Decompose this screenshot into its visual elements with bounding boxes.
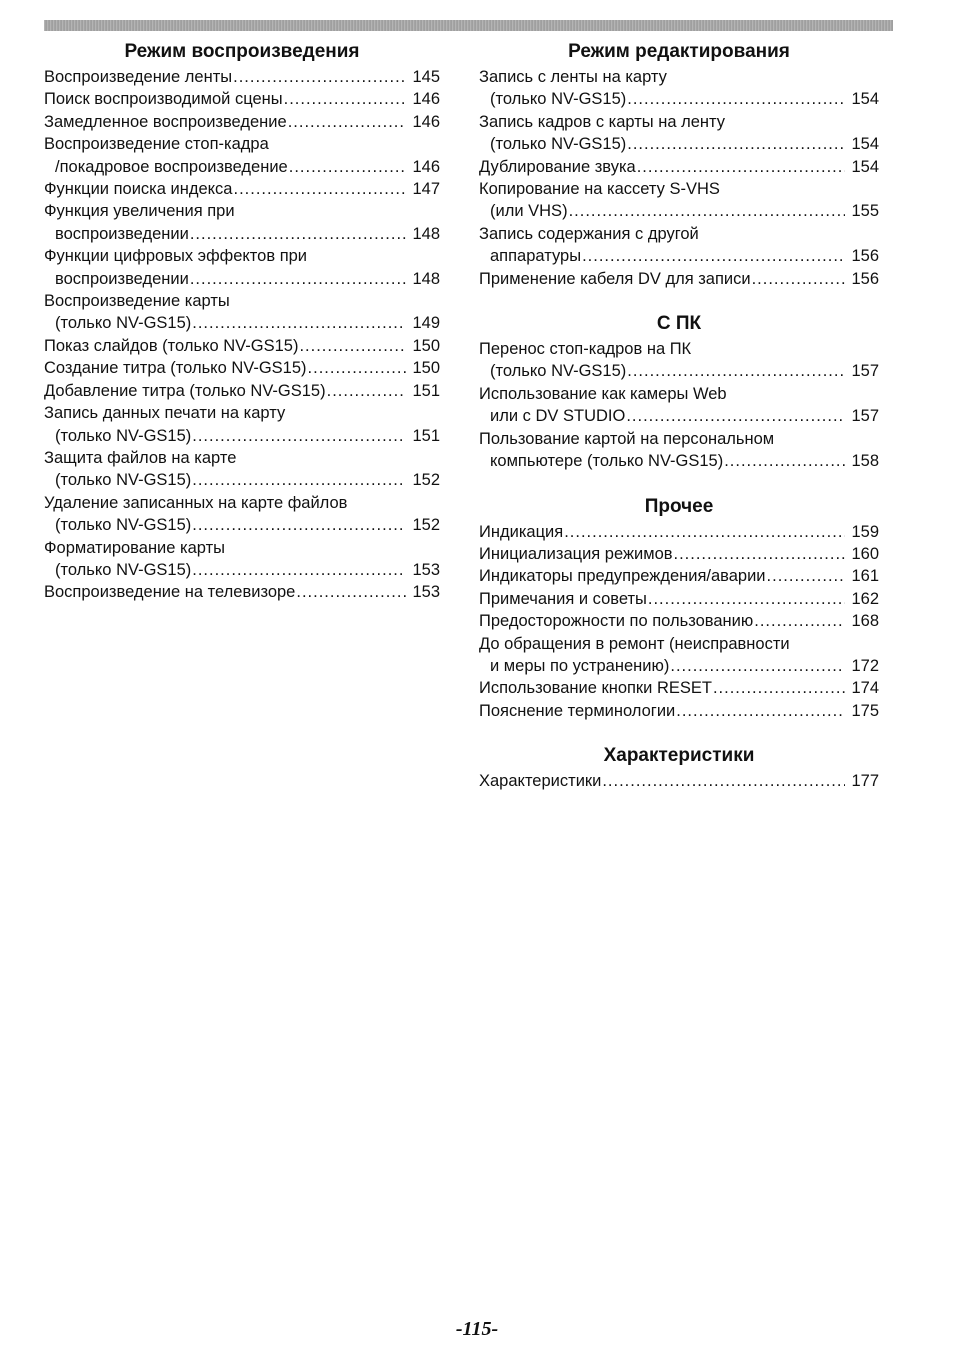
dot-leader: [752, 268, 845, 290]
toc-entry-label: Воспроизведение ленты: [44, 68, 233, 86]
toc-page-number: 146: [412, 112, 440, 131]
toc-entry-label: Создание титра (только NV-GS15): [44, 359, 307, 378]
toc-entry[interactable]: [44, 66, 440, 88]
dot-leader: [233, 178, 406, 200]
toc-entry-line: [44, 537, 440, 559]
toc-entry-line: [479, 543, 879, 565]
toc-entry-line: [479, 156, 879, 178]
toc-entry-line: [44, 223, 440, 245]
toc-entry-label: Запись содержания с другой: [479, 224, 699, 243]
dot-leader: [627, 133, 845, 155]
toc-entry-label: До обращения в ремонт (неисправности: [479, 634, 790, 653]
toc-entry-line: [479, 66, 879, 88]
toc-entry-label: (только NV-GS15): [55, 314, 192, 333]
toc-page-number: 153: [412, 583, 440, 602]
toc-entry-label: Добавление титра (только NV-GS15): [44, 381, 326, 400]
toc-entry-line: [44, 156, 440, 178]
toc-entry-line: [44, 178, 440, 200]
toc-entry-label: Удаление записанных на карте файлов: [44, 493, 348, 512]
dot-leader: [308, 357, 406, 379]
toc-entry-label: (только NV-GS15): [55, 560, 192, 579]
toc-entry-label: Воспроизведение стоп-кадра: [44, 135, 269, 154]
toc-entry-label: Запись кадров с карты на ленту: [479, 112, 726, 131]
toc-entry-line: [44, 447, 440, 469]
toc-page-number: 160: [851, 544, 879, 563]
dot-leader: [299, 335, 406, 357]
toc-entry-line: [44, 581, 440, 603]
section-title: С ПК: [656, 313, 702, 335]
toc-entry-label: и меры по устранению): [490, 656, 670, 675]
toc-entry[interactable]: [479, 111, 879, 156]
toc-entry-label: Использование кнопки RESET: [479, 679, 712, 698]
section-spacer: [479, 473, 879, 493]
toc-entry-line: [44, 290, 440, 312]
toc-entry-line: [479, 450, 879, 472]
toc-entry-line: [44, 88, 440, 110]
toc-entry-label: Запись с ленты на карту: [479, 68, 667, 86]
toc-entry[interactable]: [479, 178, 879, 223]
toc-page-number: 157: [851, 362, 879, 381]
toc-entry-label: (или VHS): [490, 202, 568, 221]
toc-entry-label: Воспроизведение на телевизоре: [44, 583, 296, 602]
toc-page-number: 150: [412, 359, 440, 378]
section-spacer: [479, 290, 879, 310]
toc-entry-label: Индикация: [479, 522, 564, 541]
toc-page-number: 146: [412, 157, 440, 176]
toc-entry-line: [44, 492, 440, 514]
toc-page-number: 172: [851, 656, 879, 675]
toc-entry-line: [44, 380, 440, 402]
toc-entry-line: [479, 245, 879, 267]
toc-entry-label: /покадровое воспроизведение: [55, 157, 288, 176]
toc-entry-label: Дублирование звука: [479, 157, 636, 176]
toc-entry-label: Перенос стоп-кадров на ПК: [479, 340, 692, 359]
toc-entry-label: (только NV-GS15): [55, 471, 192, 490]
toc-entry-line: [479, 405, 879, 427]
dot-leader: [296, 581, 406, 603]
toc-page-number: 156: [851, 247, 879, 266]
dot-leader: [602, 770, 845, 792]
toc-entry-line: [479, 338, 879, 360]
dot-leader: [724, 450, 845, 472]
section-title: Режим редактирования: [568, 41, 790, 62]
toc-entry-label: воспроизведении: [55, 269, 189, 288]
toc-entry[interactable]: [479, 633, 879, 678]
toc-entry-label: Копирование на кассету S-VHS: [479, 180, 720, 199]
toc-entry-line: [44, 312, 440, 334]
toc-entry[interactable]: [479, 156, 879, 178]
toc-entry-label: Функция увеличения при: [44, 202, 235, 221]
dot-leader: [627, 88, 845, 110]
toc-page-number: 159: [851, 522, 879, 541]
toc-entry-line: [479, 588, 879, 610]
toc-entry[interactable]: [479, 565, 879, 587]
toc-entry-label: Запись данных печати на карту: [44, 404, 286, 423]
dot-leader: [648, 588, 845, 610]
toc-entry-label: (только NV-GS15): [55, 426, 192, 445]
toc-entry-line: [479, 88, 879, 110]
toc-entry-line: [44, 469, 440, 491]
dot-leader: [192, 559, 406, 581]
dot-leader: [713, 677, 845, 699]
toc-page-number: 149: [412, 314, 440, 333]
toc-page-number: 174: [851, 679, 879, 698]
toc-entry-label: Пояснение терминологии: [479, 701, 676, 720]
toc-entry[interactable]: [44, 335, 440, 357]
dot-leader: [637, 156, 845, 178]
toc-entry-label: Примечания и советы: [479, 589, 647, 608]
toc-entry[interactable]: [479, 610, 879, 632]
toc-page-number: 177: [851, 772, 879, 791]
dot-leader: [674, 543, 845, 565]
section-spacer: [479, 722, 879, 742]
toc-entry[interactable]: [479, 338, 879, 383]
toc-entry-label: аппаратуры: [490, 247, 582, 266]
dot-leader: [676, 700, 845, 722]
dot-leader: [626, 405, 845, 427]
dot-leader: [754, 610, 845, 632]
dot-leader: [767, 565, 845, 587]
toc-entry-line: [44, 200, 440, 222]
dot-leader: [192, 312, 406, 334]
toc-entry-label: (только NV-GS15): [490, 90, 627, 109]
toc-entry-line: [479, 565, 879, 587]
toc-entry-line: [44, 559, 440, 581]
toc-entry[interactable]: [479, 223, 879, 268]
toc-entry-line: [479, 360, 879, 382]
toc-page-number: 146: [412, 90, 440, 109]
toc-entry-line: [44, 245, 440, 267]
toc-entry-line: [479, 133, 879, 155]
toc-page-number: 162: [851, 589, 879, 608]
toc-entry[interactable]: [479, 588, 879, 610]
toc-entry-line: [44, 357, 440, 379]
dot-leader: [192, 425, 406, 447]
toc-entry-label: Защита файлов на карте: [44, 448, 237, 467]
toc-page-number: 161: [851, 567, 879, 586]
toc-entry-label: компьютере (только NV-GS15): [490, 452, 724, 471]
toc-entry[interactable]: [44, 178, 440, 200]
toc-entry[interactable]: [44, 200, 440, 245]
dot-leader: [284, 88, 406, 110]
dot-leader: [190, 223, 406, 245]
dot-leader: [289, 156, 406, 178]
toc-entry-label: Поиск воспроизводимой сцены: [44, 90, 283, 109]
toc-entry-label: Форматирование карты: [44, 538, 226, 557]
dot-leader: [582, 245, 845, 267]
toc-entry-line: [44, 514, 440, 536]
toc-entry-label: или с DV STUDIO: [490, 407, 626, 426]
toc-entry[interactable]: [44, 357, 440, 379]
dot-leader: [192, 514, 406, 536]
toc-entry-line: [44, 268, 440, 290]
toc-entry[interactable]: [479, 770, 879, 792]
toc-page-number: 158: [851, 452, 879, 471]
toc-entry-line: [44, 66, 440, 88]
toc-entry-line: [44, 335, 440, 357]
toc-entry-line: [479, 383, 879, 405]
dot-leader: [190, 268, 406, 290]
toc-page-number: 168: [851, 612, 879, 631]
toc-page-number: 153: [412, 560, 440, 579]
toc-entry-line: [479, 633, 879, 655]
toc-entry-line: [479, 521, 879, 543]
toc-entry-line: [479, 655, 879, 677]
toc-entry-label: Воспроизведение карты: [44, 292, 230, 311]
toc-page-number: 147: [412, 180, 440, 199]
toc-entry-line: [479, 178, 879, 200]
toc-entry-label: Применение кабеля DV для записи: [479, 269, 751, 288]
toc-entry[interactable]: [479, 428, 879, 473]
page-number: -115-: [455, 1318, 499, 1340]
toc-page-number: 145: [412, 68, 440, 86]
toc-entry-line: [44, 425, 440, 447]
dot-leader: [233, 66, 406, 88]
toc-entry-label: воспроизведении: [55, 224, 189, 243]
toc-entry-label: Характеристики: [479, 772, 602, 791]
toc-entry[interactable]: [44, 111, 440, 133]
dot-leader: [288, 111, 406, 133]
toc-entry-line: [479, 223, 879, 245]
dot-leader: [564, 521, 845, 543]
toc-entry-label: Предосторожности по пользованию: [479, 612, 754, 631]
header-texture-bar: [44, 20, 893, 31]
toc-column-right: [479, 38, 879, 793]
toc-entry[interactable]: [479, 66, 879, 111]
toc-entry[interactable]: [44, 133, 440, 178]
toc-page-number: 154: [851, 90, 879, 109]
dot-leader: [569, 200, 845, 222]
toc-page-number: 151: [412, 381, 440, 400]
toc-entry-line: [44, 133, 440, 155]
toc-entry-line: [479, 111, 879, 133]
toc-page-number: 155: [851, 202, 879, 221]
toc-page-number: 152: [412, 471, 440, 490]
toc-entry-label: Использование как камеры Web: [479, 384, 727, 403]
toc-entry-label: Функции поиска индекса: [44, 180, 233, 199]
toc-column-left: [44, 38, 440, 604]
toc-entry-line: [479, 770, 879, 792]
toc-entry[interactable]: [479, 700, 879, 722]
section-title: Прочее: [644, 495, 714, 517]
toc-entry-line: [44, 111, 440, 133]
toc-entry-label: Инициализация режимов: [479, 544, 673, 563]
toc-entry-line: [479, 428, 879, 450]
toc-entry-label: (только NV-GS15): [490, 135, 627, 154]
toc-entry[interactable]: [44, 290, 440, 335]
toc-page-number: 152: [412, 516, 440, 535]
toc-entry-line: [479, 610, 879, 632]
toc-entry[interactable]: [44, 447, 440, 492]
toc-entry[interactable]: [479, 268, 879, 290]
toc-page-number: 151: [412, 426, 440, 445]
dot-leader: [192, 469, 406, 491]
toc-entry-label: Функции цифровых эффектов при: [44, 247, 308, 266]
toc-page-number: 148: [412, 269, 440, 288]
toc-entry[interactable]: [44, 245, 440, 290]
toc-entry[interactable]: [44, 581, 440, 603]
toc-page-number: 175: [851, 701, 879, 720]
toc-entry-label: Пользование картой на персональном: [479, 429, 775, 448]
toc-entry[interactable]: [44, 492, 440, 537]
toc-entry[interactable]: [479, 521, 879, 543]
toc-entry[interactable]: [44, 88, 440, 110]
toc-entry-line: [479, 677, 879, 699]
toc-entry-label: Индикаторы предупреждения/аварии: [479, 567, 766, 586]
toc-page-number: 157: [851, 407, 879, 426]
dot-leader: [327, 380, 406, 402]
toc-entry-label: Замедленное воспроизведение: [44, 112, 287, 131]
toc-entry-line: [479, 700, 879, 722]
toc-entry[interactable]: [479, 543, 879, 565]
toc-entry[interactable]: [479, 383, 879, 428]
toc-entry-line: [44, 402, 440, 424]
toc-entry-line: [479, 200, 879, 222]
toc-entry-line: [479, 268, 879, 290]
toc-entry-label: Показ слайдов (только NV-GS15): [44, 336, 299, 355]
section-title: Характеристики: [603, 745, 755, 767]
toc-entry[interactable]: [44, 402, 440, 447]
toc-page-number: 154: [851, 135, 879, 154]
toc-page-number: 148: [412, 224, 440, 243]
dot-leader: [627, 360, 845, 382]
toc-entry[interactable]: [44, 380, 440, 402]
toc-page-number: 154: [851, 157, 879, 176]
toc-entry-label: (только NV-GS15): [55, 516, 192, 535]
toc-entry[interactable]: [44, 537, 440, 582]
toc-page-number: 156: [851, 269, 879, 288]
dot-leader: [670, 655, 845, 677]
toc-entry-label: (только NV-GS15): [490, 362, 627, 381]
section-title: Режим воспроизведения: [124, 41, 360, 62]
toc-page-number: 150: [412, 336, 440, 355]
toc-entry[interactable]: [479, 677, 879, 699]
